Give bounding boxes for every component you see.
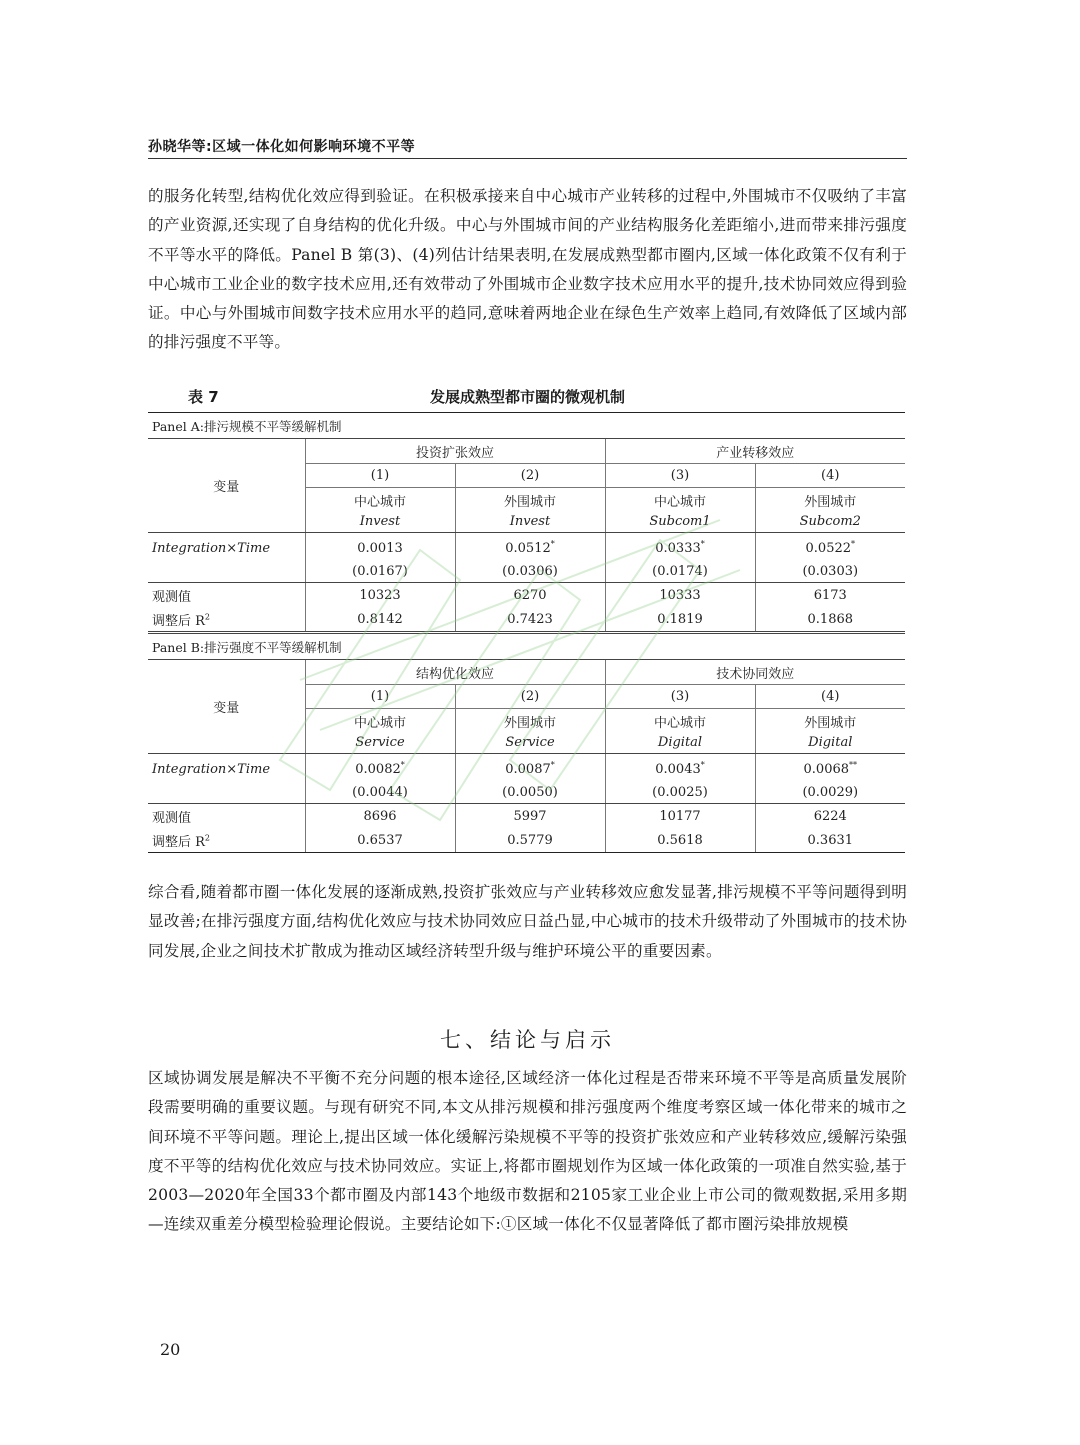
standard-error: (0.0029) bbox=[755, 781, 905, 804]
standard-error: (0.0303) bbox=[755, 560, 905, 583]
column-variable: Service bbox=[455, 732, 605, 754]
column-number: (4) bbox=[755, 685, 905, 709]
r-squared-row bbox=[148, 608, 905, 633]
column-variable: Subcom2 bbox=[755, 511, 905, 533]
column-number: (4) bbox=[755, 464, 905, 488]
standard-error: (0.0174) bbox=[605, 560, 755, 583]
standard-error: (0.0050) bbox=[455, 781, 605, 804]
column-number: (1) bbox=[305, 464, 455, 488]
observations-value: 10333 bbox=[605, 583, 755, 609]
section-title: 七、结论与启示 bbox=[440, 1028, 615, 1052]
observations-value: 6173 bbox=[755, 583, 905, 609]
observations-value: 8696 bbox=[363, 809, 397, 824]
body-paragraph: 综合看,随着都市圈一体化发展的逐渐成熟,投资扩张效应与产业转移效应愈发显著,排污规模不平等问题得到明显改善;在排污强度方面,结构优化效应与技术协同效应日益凸显,中心城市的技术升级带动了外围城市的技术协同发展,企业之间技术扩散成为推动区域经济转型升级与维护环境公平的重要因素。 bbox=[148, 883, 907, 960]
column-name: 中心城市 bbox=[605, 488, 755, 512]
significance-stars: ** bbox=[849, 760, 858, 770]
significance-stars: * bbox=[700, 760, 705, 770]
r-squared-value: 0.6537 bbox=[305, 829, 455, 853]
observations-value: 10177 bbox=[605, 804, 755, 830]
group-header: 结构优化效应 bbox=[305, 660, 605, 685]
panel-a-title-row bbox=[148, 413, 905, 439]
panel-a-title: Panel A:排污规模不平等缓解机制 bbox=[148, 413, 905, 439]
significance-stars: * bbox=[700, 539, 705, 549]
group-header: 技术协同效应 bbox=[605, 660, 905, 685]
r-squared-value: 0.1868 bbox=[755, 608, 905, 633]
panel-b-title: Panel B:排污强度不平等缓解机制 bbox=[148, 633, 905, 660]
observations-value: 6224 bbox=[755, 804, 905, 830]
r-squared-value: 0.3631 bbox=[755, 829, 905, 853]
observations-value: 6270 bbox=[455, 583, 605, 609]
standard-error: (0.0025) bbox=[605, 781, 755, 804]
column-variable: Invest bbox=[305, 511, 455, 533]
panel-b-title-row bbox=[148, 633, 905, 660]
standard-error-row bbox=[148, 781, 905, 804]
column-name: 中心城市 bbox=[353, 716, 406, 731]
column-variable: Service bbox=[305, 732, 455, 754]
coefficient-value: 0.0013 bbox=[357, 540, 403, 556]
coefficient-cell bbox=[305, 533, 455, 561]
coefficient-cell bbox=[305, 754, 455, 782]
column-variable: Digital bbox=[755, 732, 905, 754]
row-label: 调整后 $R^2$ bbox=[148, 829, 305, 853]
coefficient-cell bbox=[455, 754, 605, 782]
observations-value: 5997 bbox=[455, 804, 605, 830]
panel-a-group-row bbox=[148, 439, 905, 464]
panel-b-group-row bbox=[148, 660, 905, 685]
r-squared-value: 0.1819 bbox=[605, 608, 755, 633]
column-number: (1) bbox=[305, 685, 455, 709]
results-table bbox=[148, 412, 905, 853]
r-squared-value: 0.5618 bbox=[605, 829, 755, 853]
column-name: 中心城市 bbox=[605, 709, 755, 733]
variable-header: 变量 bbox=[148, 660, 305, 754]
column-number: (2) bbox=[455, 685, 605, 709]
column-number: (3) bbox=[605, 464, 755, 488]
r-squared-value: 0.7423 bbox=[455, 608, 605, 633]
column-name: 中心城市 bbox=[353, 495, 406, 510]
significance-stars: * bbox=[550, 539, 555, 549]
coefficient-cell bbox=[605, 533, 755, 561]
row-label: 调整后 $R^2$ bbox=[148, 608, 305, 633]
column-variable: Digital bbox=[605, 732, 755, 754]
variable-header: 变量 bbox=[148, 439, 305, 533]
header-rule bbox=[148, 158, 907, 159]
coefficient-value: 0.0082 bbox=[355, 761, 401, 777]
column-name: 外围城市 bbox=[755, 709, 905, 733]
standard-error: (0.0306) bbox=[455, 560, 605, 583]
column-name: 外围城市 bbox=[755, 488, 905, 512]
coefficient-cell bbox=[755, 754, 905, 782]
standard-error: (0.0167) bbox=[305, 560, 455, 583]
observations-row bbox=[148, 804, 905, 830]
coefficient-row bbox=[148, 533, 905, 561]
standard-error: (0.0044) bbox=[305, 781, 455, 804]
table-number: 表 7 bbox=[188, 388, 219, 406]
coefficient-value: 0.0068 bbox=[803, 761, 850, 777]
coefficient-value: 0.0333 bbox=[655, 540, 701, 556]
coefficient-row bbox=[148, 754, 905, 782]
table-title: 发展成熟型都市圈的微观机制 bbox=[429, 388, 625, 406]
significance-stars: * bbox=[400, 760, 405, 770]
column-variable: Subcom1 bbox=[605, 511, 755, 533]
body-paragraph: 的服务化转型,结构优化效应得到验证。在积极承接来自中心城市产业转移的过程中,外围城市不仅吸纳了丰富的产业资源,还实现了自身结构的优化升级。中心与外围城市间的产业结构服务化差距缩小,进而带来排污强度不平等水平的降低。Panel B 第(3)、(4)列估计结果表明,在发展成熟型都市圈内,区域一体化政策不仅有利于中心城市工业企业的数字技术应用,还有效带动了外围城市企业数字技术应用水平的提升,技术协同效应得到验证。中心与外围城市间数字技术应用水平的趋同,意味着两地企业在绿色生产效率上趋同,有效降低了区域内部的排污强度不平等。 bbox=[148, 187, 907, 352]
observations-row bbox=[148, 583, 905, 609]
page-number: 20 bbox=[160, 1340, 181, 1359]
coefficient-value: 0.0043 bbox=[655, 761, 701, 777]
coefficient-value: 0.0512 bbox=[505, 540, 551, 556]
significance-stars: * bbox=[550, 760, 555, 770]
coefficient-value: 0.0087 bbox=[505, 761, 551, 777]
row-label: 观测值 bbox=[148, 583, 305, 609]
running-head: 孙晓华等:区域一体化如何影响环境不平等 bbox=[148, 139, 416, 155]
coefficient-value: 0.0522 bbox=[805, 540, 852, 556]
row-label: Integration×Time bbox=[148, 754, 305, 782]
observations-value: 10323 bbox=[359, 588, 401, 603]
row-label: Integration×Time bbox=[148, 533, 305, 561]
column-number: (2) bbox=[455, 464, 605, 488]
coefficient-cell bbox=[605, 754, 755, 782]
column-name: 外围城市 bbox=[455, 709, 605, 733]
row-label: 观测值 bbox=[148, 804, 305, 830]
coefficient-cell bbox=[755, 533, 905, 561]
column-number: (3) bbox=[605, 685, 755, 709]
coefficient-cell bbox=[455, 533, 605, 561]
standard-error-row bbox=[148, 560, 905, 583]
group-header: 产业转移效应 bbox=[605, 439, 905, 464]
r-squared-row bbox=[148, 829, 905, 853]
table-caption bbox=[148, 384, 907, 408]
column-name: 外围城市 bbox=[455, 488, 605, 512]
r-squared-value: 0.5779 bbox=[455, 829, 605, 853]
body-paragraph: 区域协调发展是解决不平衡不充分问题的根本途径,区域经济一体化过程是否带来环境不平等是高质量发展阶段需要明确的重要议题。与现有研究不同,本文从排污规模和排污强度两个维度考察区域一体化带来的城市之间环境不平等问题。理论上,提出区域一体化缓解污染规模不平等的投资扩张效应和产业转移效应,缓解污染强度不平等的结构优化效应与技术协同效应。实证上,将都市圈规划作为区域一体化政策的一项准自然实验,基于2003—2020年全国33个都市圈及内部143个地级市数据和2105家工业企业上市公司的微观数据,采用多期—连续双重差分模型检验理论假说。主要结论如下:①区域一体化不仅显著降低了都市圈污染排放规模 bbox=[148, 1069, 907, 1234]
r-squared-value: 0.8142 bbox=[357, 612, 403, 627]
significance-stars: * bbox=[851, 539, 856, 549]
column-variable: Invest bbox=[455, 511, 605, 533]
group-header: 投资扩张效应 bbox=[305, 439, 605, 464]
